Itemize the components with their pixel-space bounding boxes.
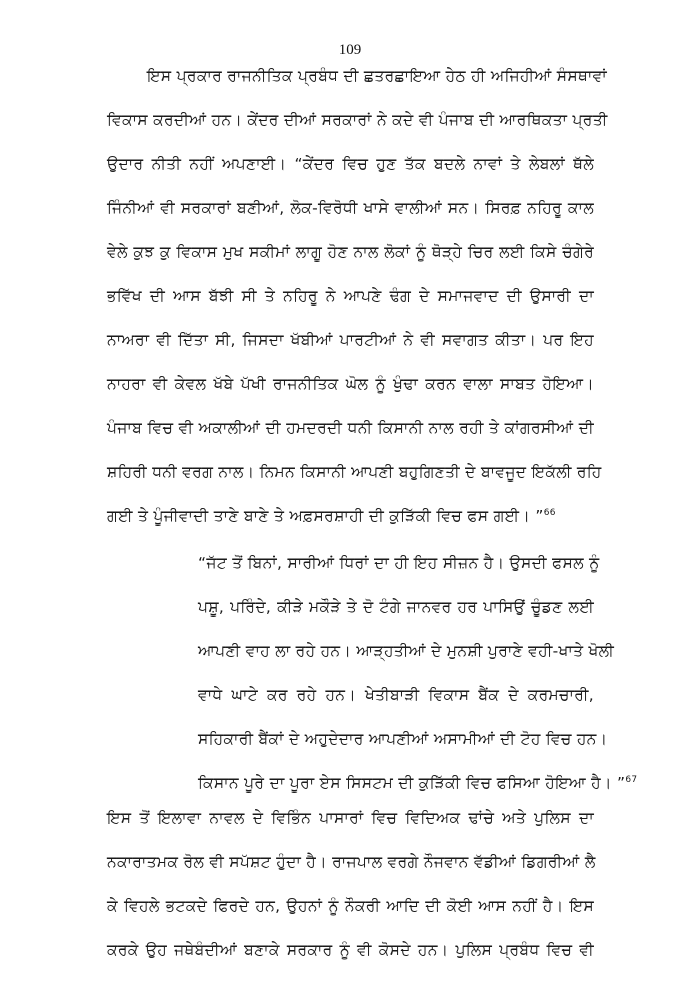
text-line bbox=[107, 507, 594, 526]
quote-line: “ਜੱਟ ਤੋਂ ਬਿਨਾਂ, ਸਾਰੀਆਂ ਧਿਰਾਂ ਦਾ ਹੀ ਇਹ ਸੀਜ਼ਨ ਹੈ। ਉਸਦੀ ਫਸਲ ਨੂੰ bbox=[198, 554, 600, 572]
text-line: ਪੰਜਾਬ ਵਿਚ ਵੀ ਅਕਾਲੀਆਂ ਦੀ ਹਮਦਰਦੀ ਧਨੀ ਕਿਸਾਨੀ ਨਾਲ ਰਹੀ ਤੇ ਕਾਂਗਰਸੀਆਂ ਦੀ bbox=[107, 419, 594, 437]
text-line: ਨਾਹਰਾ ਵੀ ਕੇਵਲ ਖੱਬੇ ਪੱਖੀ ਰਾਜਨੀਤਿਕ ਘੋਲ ਨੂੰ ਖੁੰਢਾ ਕਰਨ ਵਾਲਾ ਸਾਬਤ ਹੋਇਆ। bbox=[107, 375, 594, 393]
quote-line: ਪਸ਼ੂ, ਪਰਿੰਦੇ, ਕੀੜੇ ਮਕੌੜੇ ਤੇ ਦੋ ਟੰਗੇ ਜਾਨਵਰ ਹਰ ਪਾਸਿਉਂ ਚੂੰਡਣ ਲਈ bbox=[198, 598, 594, 616]
quote-line-content: ਕਿਸਾਨ ਪੂਰੇ ਦਾ ਪੂਰਾ ਏਸ ਸਿਸਟਮ ਦੀ ਕੁੜਿੱਕੀ ਵਿਚ ਫਸਿਆ ਹੋਇਆ ਹੈ। ” bbox=[198, 774, 626, 792]
text-line: ਇਸ ਤੋਂ ਇਲਾਵਾ ਨਾਵਲ ਦੇ ਵਿਭਿੰਨ ਪਾਸਾਰਾਂ ਵਿਚ ਵਿਦਿਅਕ ਢਾਂਚੇ ਅਤੇ ਪੁਲਿਸ ਦਾ bbox=[107, 809, 594, 827]
quote-line bbox=[198, 774, 638, 793]
footnote-ref-67: 67 bbox=[625, 775, 638, 785]
text-line: ਵੇਲੇ ਕੁਝ ਕੁ ਵਿਕਾਸ ਮੁਖ ਸਕੀਮਾਂ ਲਾਗੂ ਹੋਣ ਨਾਲ ਲੋਕਾਂ ਨੂੰ ਥੋੜ੍ਹੇ ਚਿਰ ਲਈ ਕਿਸੇ ਚੰਗੇਰੇ bbox=[107, 243, 594, 261]
text-line: ਜਿੰਨੀਆਂ ਵੀ ਸਰਕਾਰਾਂ ਬਣੀਆਂ, ਲੋਕ-ਵਿਰੋਧੀ ਖਾਸੇ ਵਾਲੀਆਂ ਸਨ। ਸਿਰਫ਼ ਨਹਿਰੂ ਕਾਲ bbox=[107, 199, 594, 217]
quote-line: ਆਪਣੀ ਵਾਹ ਲਾ ਰਹੇ ਹਨ। ਆੜ੍ਹਤੀਆਂ ਦੇ ਮੁਨਸ਼ੀ ਪੁਰਾਣੇ ਵਹੀ-ਖਾਤੇ ਖੋਲੀ bbox=[198, 642, 615, 660]
page-number: 109 bbox=[338, 42, 362, 58]
text-line: ਕਰਕੇ ਉਹ ਜਥੇਬੰਦੀਆਂ ਬਣਾਕੇ ਸਰਕਾਰ ਨੂੰ ਵੀ ਕੋਸਦੇ ਹਨ। ਪੁਲਿਸ ਪ੍ਰਬੰਧ ਵਿਚ ਵੀ bbox=[107, 941, 594, 959]
quote-line: ਵਾਧੇ ਘਾਟੇ ਕਰ ਰਹੇ ਹਨ। ਖੇਤੀਬਾੜੀ ਵਿਕਾਸ ਬੈਂਕ ਦੇ ਕਰਮਚਾਰੀ, bbox=[198, 686, 594, 704]
text-line-content: ਗਈ ਤੇ ਪੂੰਜੀਵਾਦੀ ਤਾਣੇ ਬਾਣੇ ਤੇ ਅਫ਼ਸਰਸ਼ਾਹੀ ਦੀ ਕੁੜਿੱਕੀ ਵਿਚ ਫਸ ਗਈ। ” bbox=[107, 507, 544, 525]
text-line: ਭਵਿੱਖ ਦੀ ਆਸ ਬੱਝੀ ਸੀ ਤੇ ਨਹਿਰੂ ਨੇ ਆਪਣੇ ਢੰਗ ਦੇ ਸਮਾਜਵਾਦ ਦੀ ਉਸਾਰੀ ਦਾ bbox=[107, 287, 594, 305]
text-line: ਸ਼ਹਿਰੀ ਧਨੀ ਵਰਗ ਨਾਲ। ਨਿਮਨ ਕਿਸਾਨੀ ਆਪਣੀ ਬਹੁਗਿਣਤੀ ਦੇ ਬਾਵਜੂਦ ਇਕੱਲੀ ਰਹਿ bbox=[107, 463, 602, 481]
text-line: ਇਸ ਪ੍ਰਕਾਰ ਰਾਜਨੀਤਿਕ ਪ੍ਰਬੰਧ ਦੀ ਛਤਰਛਾਇਆ ਹੇਠ ਹੀ ਅਜਿਹੀਆਂ ਸੰਸਥਾਵਾਂ bbox=[147, 67, 607, 85]
quote-line: ਸਹਿਕਾਰੀ ਬੈਂਕਾਂ ਦੇ ਅਹੁਦੇਦਾਰ ਆਪਣੀਆਂ ਅਸਾਮੀਆਂ ਦੀ ਟੋਹ ਵਿਚ ਹਨ। bbox=[198, 730, 608, 748]
text-line: ਕੇ ਵਿਹਲੇ ਭਟਕਦੇ ਫਿਰਦੇ ਹਨ, ਉਹਨਾਂ ਨੂੰ ਨੌਕਰੀ ਆਦਿ ਦੀ ਕੋਈ ਆਸ ਨਹੀਂ ਹੈ। ਇਸ bbox=[107, 897, 594, 915]
text-line: ਨਾਅਰਾ ਵੀ ਦਿੱਤਾ ਸੀ, ਜਿਸਦਾ ਖੱਬੀਆਂ ਪਾਰਟੀਆਂ ਨੇ ਵੀ ਸਵਾਗਤ ਕੀਤਾ। ਪਰ ਇਹ bbox=[107, 331, 594, 349]
footnote-ref-66: 66 bbox=[543, 508, 556, 518]
text-line: ਵਿਕਾਸ ਕਰਦੀਆਂ ਹਨ। ਕੇਂਦਰ ਦੀਆਂ ਸਰਕਾਰਾਂ ਨੇ ਕਦੇ ਵੀ ਪੰਜਾਬ ਦੀ ਆਰਥਿਕਤਾ ਪ੍ਰਤੀ bbox=[107, 111, 608, 129]
text-line: ਨਕਾਰਾਤਮਕ ਰੋਲ ਵੀ ਸਪੱਸ਼ਟ ਹੁੰਦਾ ਹੈ। ਰਾਜਪਾਲ ਵਰਗੇ ਨੌਜਵਾਨ ਵੱਡੀਆਂ ਡਿਗਰੀਆਂ ਲੈ bbox=[107, 853, 596, 871]
text-line: ਉਦਾਰ ਨੀਤੀ ਨਹੀਂ ਅਪਣਾਈ। “ਕੇਂਦਰ ਵਿਚ ਹੁਣ ਤੱਕ ਬਦਲੇ ਨਾਵਾਂ ਤੇ ਲੇਬਲਾਂ ਥੱਲੇ bbox=[107, 155, 594, 173]
